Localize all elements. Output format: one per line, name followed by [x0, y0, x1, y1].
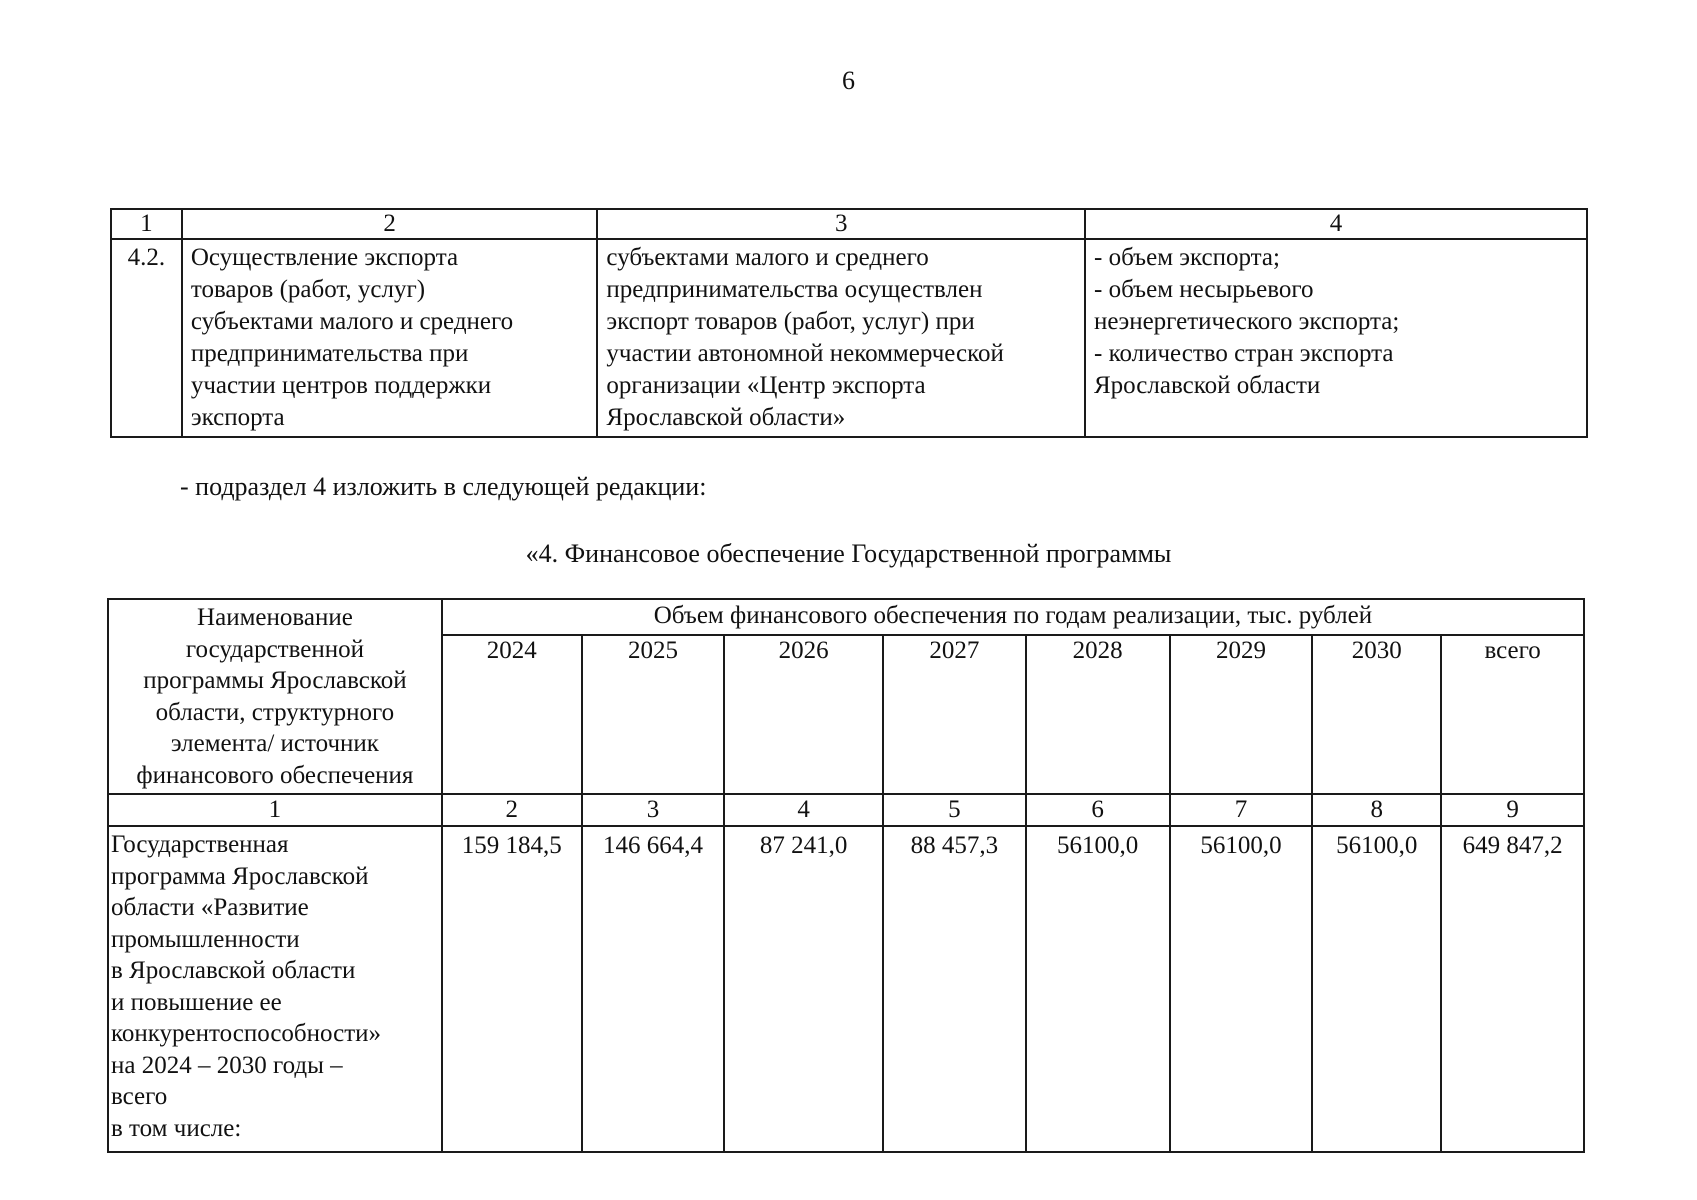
column-number: 8	[1312, 794, 1441, 826]
program-name-header-line: программы Ярославской	[143, 667, 407, 694]
column-number: 9	[1441, 794, 1584, 826]
program-name-line: всего	[111, 1083, 168, 1110]
column-number-row	[108, 794, 1584, 826]
measure-indicator-line: - количество стран экспорта	[1094, 340, 1394, 367]
measure-result-line: экспорт товаров (работ, услуг) при	[606, 308, 975, 335]
program-name-line: программа Ярославской	[111, 862, 369, 890]
measure-description-line: участии центров поддержки	[190, 372, 492, 399]
value-2027: 88 457,3	[883, 826, 1026, 1152]
program-name	[108, 826, 442, 1152]
measures-table	[110, 208, 1588, 438]
measures-header-cell-3: 3	[597, 209, 1085, 239]
column-number: 3	[582, 794, 725, 826]
program-name-line: на 2024 – 2030 годы –	[111, 1051, 343, 1079]
measure-indicator-line: Ярославской области	[1094, 372, 1321, 399]
measure-result	[597, 239, 1085, 437]
program-name-line: области «Развитие	[111, 894, 309, 921]
measure-result-line: участии автономной некоммерческой	[606, 340, 1004, 367]
year-header-2027: 2027	[883, 635, 1026, 794]
value-2029: 56100,0	[1170, 826, 1313, 1152]
year-header-2028: 2028	[1026, 635, 1170, 794]
column-number: 4	[724, 794, 883, 826]
measure-number: 4.2.	[111, 239, 182, 437]
program-name-line: и повышение ее	[111, 988, 282, 1016]
measure-indicator-line: - объем несырьевого	[1094, 276, 1314, 303]
measure-result-line: предпринимательства осуществлен	[606, 276, 983, 303]
instruction-text: - подраздел 4 изложить в следующей редакции:	[180, 472, 707, 501]
measures-header-cell-2: 2	[182, 209, 598, 239]
measure-description-line: Осуществление экспорта	[190, 244, 459, 271]
program-name-header-line: Наименование	[197, 604, 353, 631]
financing-header-row	[108, 599, 1584, 635]
measure-result-line: Ярославской области»	[606, 404, 846, 431]
measures-header-cell-1: 1	[111, 209, 182, 239]
program-name-line: конкурентоспособности»	[111, 1020, 382, 1047]
measure-description-line: предпринимательства при	[190, 340, 469, 367]
program-name-line: промышленности	[111, 925, 300, 953]
year-header-2030: 2030	[1312, 635, 1441, 794]
program-name-line: в Ярославской области	[111, 957, 356, 984]
program-name-header-line: государственной	[185, 635, 365, 663]
column-number: 5	[883, 794, 1026, 826]
column-number: 6	[1026, 794, 1170, 826]
year-header-2026: 2026	[724, 635, 883, 794]
value-2030: 56100,0	[1312, 826, 1441, 1152]
measures-table-row	[111, 239, 1587, 437]
measure-indicators	[1085, 239, 1587, 437]
funding-volume-header: Объем финансового обеспечения по годам реализации, тыс. рублей	[442, 599, 1584, 635]
program-name-header-line: области, структурного	[155, 698, 395, 726]
page-number: 6	[842, 66, 855, 95]
program-name-header	[108, 599, 442, 794]
measure-indicator-line: неэнергетического экспорта;	[1094, 308, 1400, 335]
column-number: 7	[1170, 794, 1313, 826]
program-name-header-line: финансового обеспечения	[136, 761, 414, 789]
program-name-line: Государственная	[111, 831, 289, 858]
value-2028: 56100,0	[1026, 826, 1170, 1152]
total-header: всего	[1441, 635, 1584, 794]
year-header-2025: 2025	[582, 635, 725, 794]
section-title: «4. Финансовое обеспечение Государственной программы	[525, 539, 1172, 568]
measures-table-header-row	[111, 209, 1587, 239]
column-number: 2	[442, 794, 582, 826]
measure-description	[182, 239, 598, 437]
measure-indicator-line: - объем экспорта;	[1094, 244, 1280, 271]
program-name-header-line: элемента/ источник	[170, 730, 379, 757]
measure-result-line: субъектами малого и среднего	[606, 244, 929, 271]
value-total: 649 847,2	[1441, 826, 1584, 1152]
value-2026: 87 241,0	[724, 826, 883, 1152]
financing-table	[107, 598, 1585, 1153]
measure-description-line: экспорта	[190, 404, 285, 431]
program-name-line: в том числе:	[111, 1114, 242, 1142]
measure-description-line: товаров (работ, услуг)	[190, 276, 426, 303]
measure-description-line: субъектами малого и среднего	[190, 308, 514, 335]
year-header-2024: 2024	[442, 635, 582, 794]
measure-result-line: организации «Центр экспорта	[606, 372, 926, 399]
value-2025: 146 664,4	[582, 826, 725, 1152]
column-number: 1	[108, 794, 442, 826]
program-total-row	[108, 826, 1584, 1152]
measures-header-cell-4: 4	[1085, 209, 1587, 239]
value-2024: 159 184,5	[442, 826, 582, 1152]
year-header-2029: 2029	[1170, 635, 1313, 794]
